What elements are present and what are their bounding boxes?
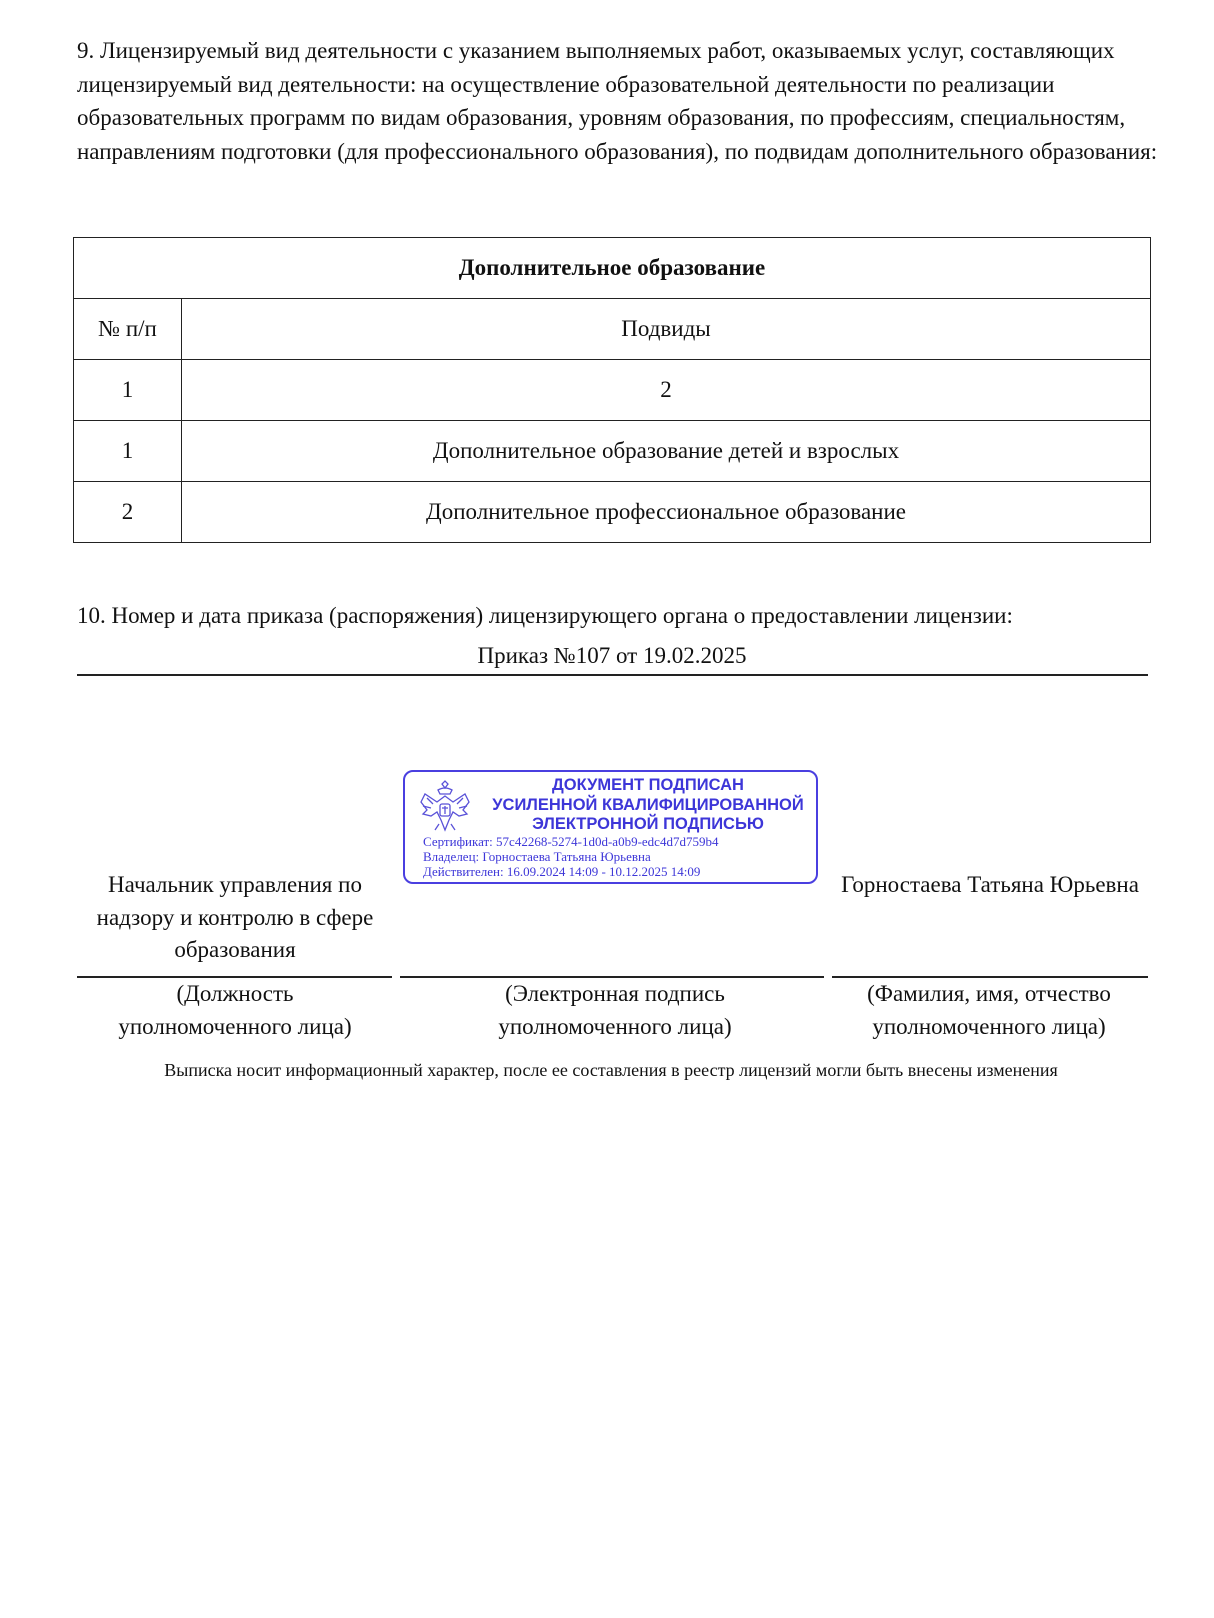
signatory-position: Начальник управления по надзору и контролю в сфере образования [96, 872, 374, 962]
footnote: Выписка носит информационный характер, после ее составления в реестр лицензий могли быть внесены изменения [164, 1060, 1058, 1080]
order-underline [77, 674, 1148, 676]
caption-position: (Должность уполномоченного лица) [118, 981, 352, 1039]
subtypes-table [73, 237, 1151, 543]
table-cell: 1 [74, 421, 182, 482]
stamp-validity: Действителен: 16.09.2024 14:09 - 10.12.2025 14:09 [423, 864, 701, 879]
stamp-owner: Владелец: Горностаева Татьяна Юрьевна [423, 849, 651, 864]
table-cell: 1 [74, 360, 182, 421]
coat-of-arms-icon [415, 780, 475, 836]
section-10-text: 10. Номер и дата приказа (распоряжения) лицензирующего органа о предоставлении лицензии: [77, 603, 1013, 628]
table-row [74, 482, 1151, 543]
order-number: Приказ №107 от 19.02.2025 [477, 643, 747, 668]
table-header-row [74, 299, 1151, 360]
signatory-name: Горностаева Татьяна Юрьевна [841, 872, 1139, 897]
e-signature-stamp [403, 770, 818, 884]
table-cell: 2 [74, 482, 182, 543]
table-title: Дополнительное образование [74, 238, 1151, 299]
table-title-row [74, 238, 1151, 299]
stamp-title-line: ДОКУМЕНТ ПОДПИСАН [552, 776, 744, 794]
caption-name: (Фамилия, имя, отчество уполномоченного лица) [867, 981, 1111, 1039]
stamp-title-line: ЭЛЕКТРОННОЙ ПОДПИСЬЮ [532, 815, 764, 833]
table-cell: Дополнительное профессиональное образование [182, 482, 1151, 543]
stamp-title [483, 776, 813, 835]
table-numbering-row [74, 360, 1151, 421]
table-row [74, 421, 1151, 482]
caption-signature: (Электронная подпись уполномоченного лица) [498, 981, 732, 1039]
stamp-certificate: Сертификат: 57c42268-5274-1d0d-a0b9-edc4d7d759b4 [423, 834, 719, 849]
section-9-text: 9. Лицензируемый вид деятельности с указанием выполняемых работ, оказываемых услуг, составляющих лицензируемый вид деятельности: на осуществление образовательной деятельности по реализации образовательных программ по видам образования, уровням образования, по профессиям, специальностям, направлениям подготовки (для профессионального образования), по подвидам дополнительного образования: [77, 38, 1158, 164]
table-cell: Дополнительное образование детей и взрослых [182, 421, 1151, 482]
column-header-number: № п/п [74, 299, 182, 360]
column-header-subtypes: Подвиды [182, 299, 1151, 360]
table-cell: 2 [182, 360, 1151, 421]
stamp-title-line: УСИЛЕННОЙ КВАЛИФИЦИРОВАННОЙ [492, 795, 804, 814]
